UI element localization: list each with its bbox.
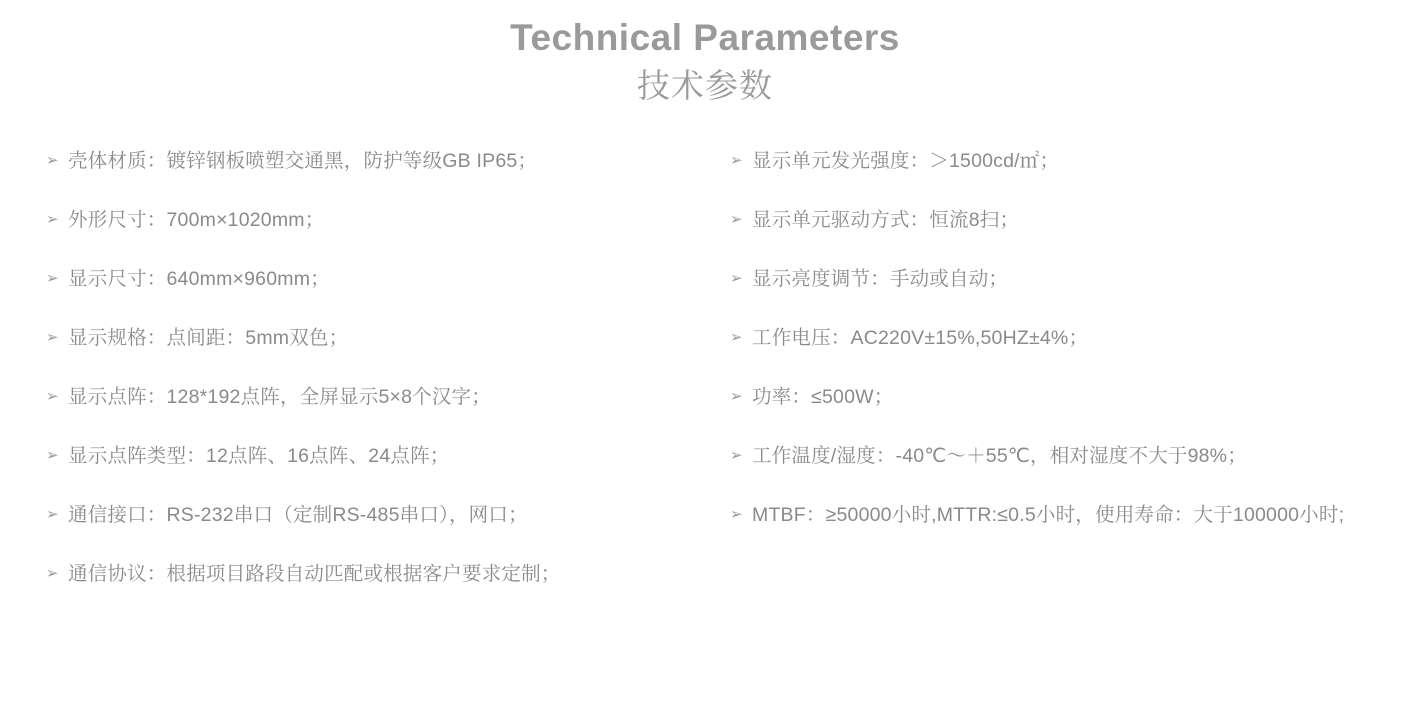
- spec-text: 通信接口：RS-232串口（定制RS-485串口），网口；: [68, 503, 528, 526]
- arrow-bullet-icon: ➢: [730, 269, 743, 287]
- spec-text: 通信协议：根据项目路段自动匹配或根据客户要求定制；: [68, 562, 561, 585]
- list-item: [730, 442, 1366, 471]
- arrow-bullet-icon: ➢: [730, 446, 743, 464]
- spec-text: 显示单元驱动方式：恒流8扫；: [752, 208, 1020, 231]
- arrow-bullet-icon: ➢: [46, 328, 59, 346]
- arrow-bullet-icon: ➢: [730, 210, 743, 228]
- specs-columns: [0, 147, 1410, 619]
- list-item: [730, 501, 1366, 530]
- spec-text: 功率：≤500W；: [752, 385, 894, 408]
- list-item: [730, 206, 1366, 235]
- title-english: Technical Parameters: [510, 17, 900, 58]
- arrow-bullet-icon: ➢: [730, 328, 743, 346]
- list-item: [730, 265, 1366, 294]
- list-item: [730, 383, 1366, 412]
- spec-text: 工作温度/湿度：-40℃～＋55℃，相对湿度不大于98%；: [752, 444, 1247, 467]
- arrow-bullet-icon: ➢: [46, 446, 59, 464]
- spec-text: 显示单元发光强度：＞1500cd/㎡；: [752, 149, 1060, 172]
- arrow-bullet-icon: ➢: [46, 387, 59, 405]
- list-item: [46, 265, 686, 294]
- specs-column-left: [46, 147, 706, 619]
- list-item: [730, 324, 1366, 353]
- specs-column-right: [706, 147, 1366, 619]
- spec-text: 显示点阵：128*192点阵，全屏显示5×8个汉字；: [68, 385, 491, 408]
- page-title: [0, 0, 1410, 109]
- arrow-bullet-icon: ➢: [46, 505, 59, 523]
- spec-text: 显示亮度调节：手动或自动；: [752, 267, 1009, 290]
- spec-text: MTBF：≥50000小时,MTTR:≤0.5小时，使用寿命：大于100000小时;: [752, 503, 1345, 526]
- arrow-bullet-icon: ➢: [730, 387, 743, 405]
- spec-text: 外形尺寸：700m×1020mm；: [68, 208, 325, 231]
- spec-text: 显示尺寸：640mm×960mm；: [68, 267, 330, 290]
- spec-text: 壳体材质：镀锌钢板喷塑交通黑，防护等级GB IP65；: [68, 149, 538, 172]
- arrow-bullet-icon: ➢: [46, 151, 59, 169]
- arrow-bullet-icon: ➢: [46, 269, 59, 287]
- list-item: [46, 560, 686, 589]
- spec-text: 显示规格：点间距：5mm双色；: [68, 326, 349, 349]
- arrow-bullet-icon: ➢: [730, 505, 743, 523]
- arrow-bullet-icon: ➢: [46, 564, 59, 582]
- arrow-bullet-icon: ➢: [46, 210, 59, 228]
- list-item: [46, 442, 686, 471]
- spec-text: 工作电压：AC220V±15%,50HZ±4%；: [752, 326, 1089, 349]
- list-item: [46, 501, 686, 530]
- title-chinese: 技术参数: [637, 67, 773, 105]
- arrow-bullet-icon: ➢: [730, 151, 743, 169]
- list-item: [46, 324, 686, 353]
- list-item: [730, 147, 1366, 176]
- spec-text: 显示点阵类型：12点阵、16点阵、24点阵；: [68, 444, 450, 467]
- list-item: [46, 147, 686, 176]
- list-item: [46, 383, 686, 412]
- list-item: [46, 206, 686, 235]
